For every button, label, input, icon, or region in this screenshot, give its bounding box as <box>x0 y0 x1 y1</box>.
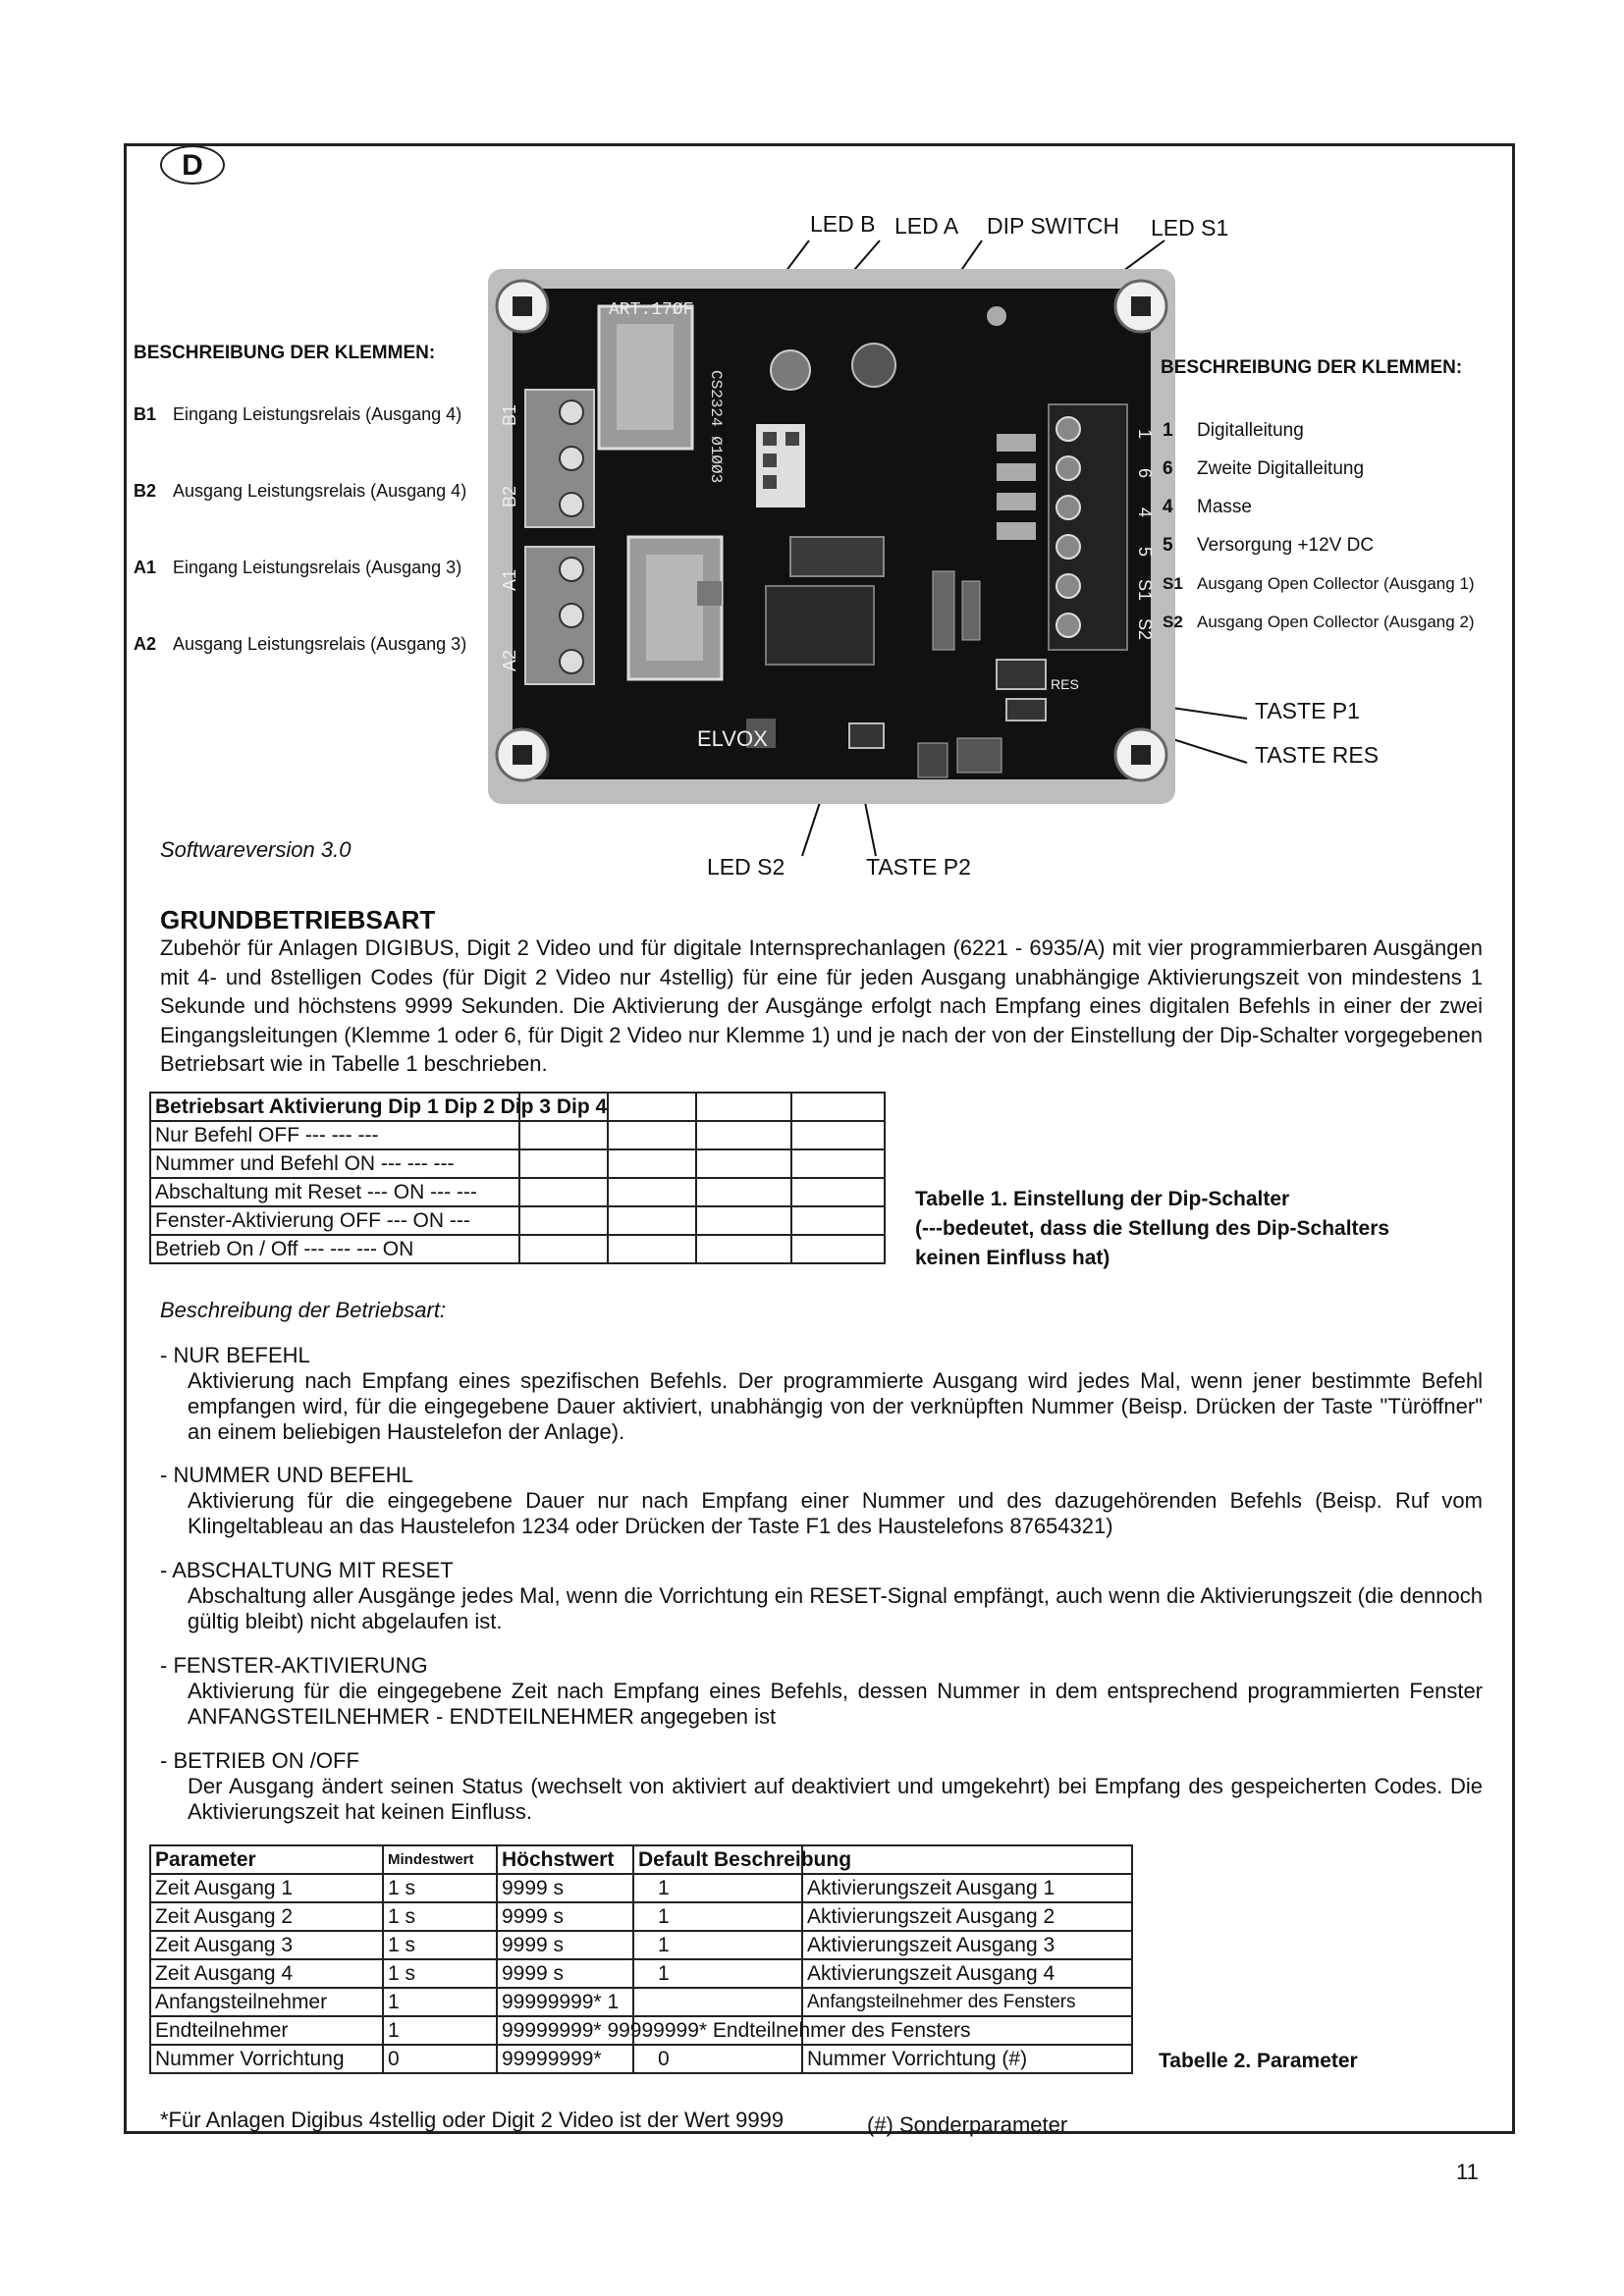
table2-header-cell: Höchstwert <box>497 1845 633 1874</box>
table1-row: Betrieb On / Off --- --- --- ON <box>150 1235 519 1263</box>
table1-row: Abschaltung mit Reset --- ON --- --- <box>150 1178 519 1206</box>
left-terminal-item: B1 Eingang Leistungsrelais (Ausgang 4) <box>134 404 462 424</box>
callout-dip-switch: DIP SWITCH <box>987 213 1120 239</box>
intro-paragraph: Zubehör für Anlagen DIGIBUS, Digit 2 Video und für digitale Internsprechanlagen (6221 - 6935/A) mit vier programmierbaren Ausgängen mit 4- und 8stelligen Codes (für Digit 2 Video nur 4stellig) für eine für jeden Ausgang unabhängige Aktivierungszeit von mindestens 1 Sekunde und höchstens 9999 Sekunden. Die Aktivierung der Ausgänge erfolgt nach Empfang eines digitalen Befehls in einer der zwei Eingangsleitungen (Klemme 1 oder 6, für Digit 2 Video nur Klemme 1) und je nach der von der Einstellung der Dip-Schalter vorgegebenen Betriebsart wie in Tabelle 1 beschrieben. <box>160 935 1483 1076</box>
callout-led-s2: LED S2 <box>707 854 785 880</box>
table2-header-cell: Mindestwert <box>383 1845 497 1874</box>
taste-p2-button <box>849 723 884 748</box>
board-marking-brand: ELVOX <box>697 726 768 751</box>
mode-section: - BETRIEB ON /OFF Der Ausgang ändert seinen Status (wechselt von aktiviert auf deaktiviert und umgekehrt) bei Empfang des gespeicherten Codes. Die Aktivierungszeit hat keinen Einfluss. <box>160 1748 1483 1824</box>
callout-taste-p1: TASTE P1 <box>1255 698 1360 723</box>
mode-section: - ABSCHALTUNG MIT RESET Abschaltung aller Ausgänge jedes Mal, wenn die Vorrichtung ein RESET-Signal empfängt, auch wenn die Aktivierungszeit (die dennoch gültig bleibt) nicht abgelaufen ist. <box>160 1558 1483 1633</box>
footnote-special-param: (#) Sonderparameter <box>867 2112 1068 2137</box>
table-row: Anfangsteilnehmer 1 99999999* 1 Anfangsteilnehmer des Fensters <box>150 1988 1132 2016</box>
callout-led-b: LED B <box>810 211 876 237</box>
table2-header-cell: Parameter <box>150 1845 383 1874</box>
table-row: Zeit Ausgang 1 1 s 9999 s 1 Aktivierungszeit Ausgang 1 <box>150 1874 1132 1902</box>
table2-header-cell: Default Beschreibung <box>633 1845 802 1874</box>
left-terminals-title: BESCHREIBUNG DER KLEMMEN: <box>134 343 436 363</box>
table1-caption: Tabelle 1. Einstellung der Dip-Schalter (---bedeutet, dass die Stellung des Dip-Schalters keinen Einfluss hat) <box>915 1188 1390 1269</box>
board-marking-code: CS2324 Ø1ØØ3 <box>707 370 725 484</box>
svg-text:5: 5 <box>1135 547 1155 558</box>
right-terminal-item: 5 Versorgung +12V DC <box>1163 535 1375 556</box>
table1-header: Betriebsart Aktivierung Dip 1 Dip 2 Dip 3 Dip 4 <box>150 1093 519 1121</box>
right-terminal-item: 4 Masse <box>1163 497 1252 517</box>
taste-res-button <box>1006 699 1046 721</box>
table2-caption: Tabelle 2. Parameter <box>1159 2050 1358 2072</box>
left-terminal-item: A1 Eingang Leistungsrelais (Ausgang 3) <box>134 558 462 577</box>
modes-intro: Beschreibung der Betriebsart: <box>160 1298 447 1322</box>
svg-text:4: 4 <box>1135 507 1155 518</box>
right-terminal-item: 6 Zweite Digitalleitung <box>1163 458 1365 479</box>
svg-text:B2: B2 <box>500 485 519 507</box>
right-terminal-item: S1 Ausgang Open Collector (Ausgang 1) <box>1163 574 1475 593</box>
language-badge: D <box>160 145 225 185</box>
right-terminals-title: BESCHREIBUNG DER KLEMMEN: <box>1161 357 1463 378</box>
callout-led-a: LED A <box>894 213 959 239</box>
table1-row: Nummer und Befehl ON --- --- --- <box>150 1149 519 1178</box>
table-row: Endteilnehmer 1 99999999* 99999999* Endteilnehmer des Fensters <box>150 2016 1132 2045</box>
svg-text:A1: A1 <box>500 568 519 591</box>
svg-text:1: 1 <box>1135 429 1155 440</box>
svg-text:6: 6 <box>1135 468 1155 479</box>
dip-switch-table <box>149 1092 886 1264</box>
callout-taste-p2: TASTE P2 <box>866 854 971 880</box>
page-number: 11 <box>1456 2160 1479 2184</box>
table1-row: Fenster-Aktivierung OFF --- ON --- <box>150 1206 519 1235</box>
taste-p1-button <box>997 660 1046 689</box>
svg-text:A2: A2 <box>500 649 519 671</box>
table-row: Zeit Ausgang 2 1 s 9999 s 1 Aktivierungszeit Ausgang 2 <box>150 1902 1132 1931</box>
board-res-label: RES <box>1051 676 1079 692</box>
right-terminal-item: 1 Digitalleitung <box>1163 420 1304 441</box>
software-version: Softwareversion 3.0 <box>160 837 352 862</box>
capacitor <box>771 350 810 390</box>
left-terminal-item: A2 Ausgang Leistungsrelais (Ausgang 3) <box>134 634 467 654</box>
footnote: *Für Anlagen Digibus 4stellig oder Digit 2 Video ist der Wert 9999 <box>160 2108 785 2132</box>
mode-section: - NUR BEFEHL Aktivierung nach Empfang eines spezifischen Befehls. Der programmierte Ausgang wird jedes Mal, wenn jener bestimmte Befehl empfangen wird, für die eingegebene Dauer aktiviert, unabhängig von der verknüpften Nummer (Beisp. Drücken der Taste "Türöffner" an einem beliebigen Haustelefon der Anlage). <box>160 1343 1483 1444</box>
main-heading: GRUNDBETRIEBSART <box>160 905 436 934</box>
left-terminal-item: B2 Ausgang Leistungsrelais (Ausgang 4) <box>134 481 467 501</box>
callout-led-s1: LED S1 <box>1151 215 1229 240</box>
mode-section: - FENSTER-AKTIVIERUNG Aktivierung für die eingegebene Zeit nach Empfang eines Befehls, dessen Nummer in dem entsprechend programmierten Fenster ANFANGSTEILNEHMER - ENDTEILNEHMER angegeben ist <box>160 1653 1483 1729</box>
table-row: Nummer Vorrichtung 0 99999999* 0 Nummer Vorrichtung (#) <box>150 2045 1132 2073</box>
microcontroller-chip <box>766 586 874 665</box>
svg-text:S2: S2 <box>1135 618 1155 641</box>
right-terminal-block <box>1049 404 1127 650</box>
table-row: Zeit Ausgang 3 1 s 9999 s 1 Aktivierungszeit Ausgang 3 <box>150 1931 1132 1959</box>
right-terminal-item: S2 Ausgang Open Collector (Ausgang 2) <box>1163 613 1475 631</box>
svg-text:B1: B1 <box>500 403 519 426</box>
table1-row: Nur Befehl OFF --- --- --- <box>150 1121 519 1149</box>
board-marking-art: ART.17ØF <box>609 300 694 320</box>
mode-section: - NUMMER UND BEFEHL Aktivierung für die eingegebene Dauer nur nach Empfang einer Nummer und des dazugehörenden Befehls (Beisp. Ruf vom Klingeltableau an das Haustelefon 1234 oder Drücken der Taste F1 des Haustelefons 87654321) <box>160 1463 1483 1538</box>
parameter-table <box>149 1844 1133 2074</box>
callout-taste-res: TASTE RES <box>1255 742 1380 768</box>
table-row: Zeit Ausgang 4 1 s 9999 s 1 Aktivierungszeit Ausgang 4 <box>150 1959 1132 1988</box>
svg-text:S1: S1 <box>1135 579 1155 602</box>
